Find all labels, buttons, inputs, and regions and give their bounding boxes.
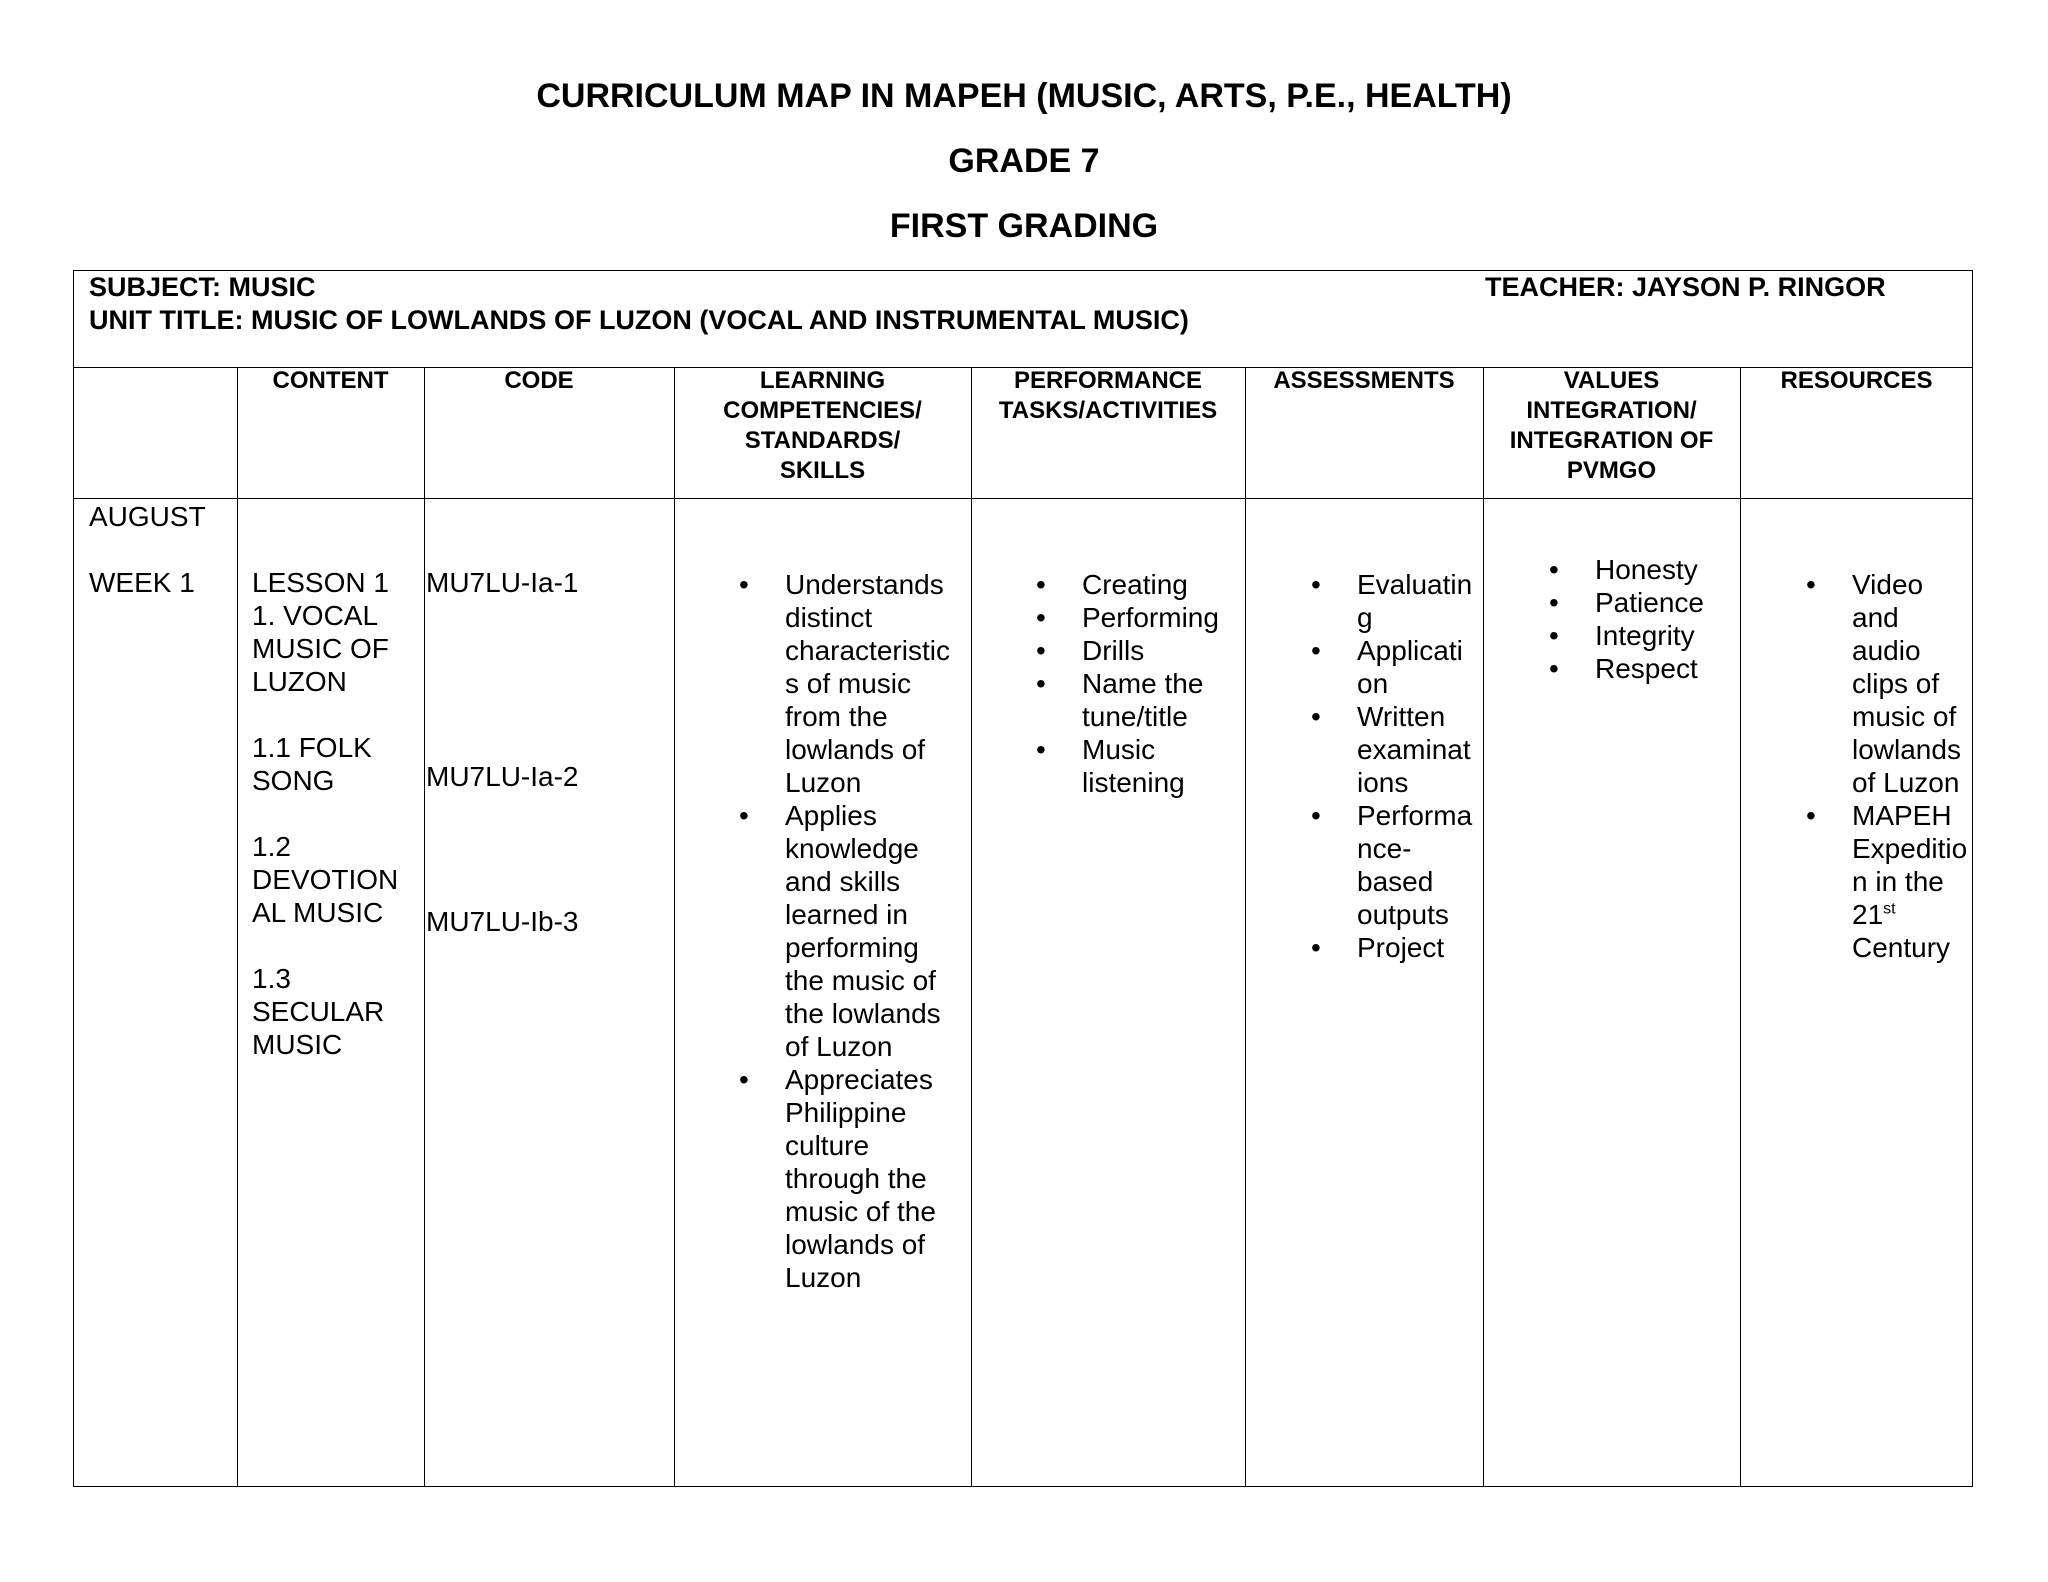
resources-list bbox=[1852, 568, 1967, 964]
list-item: • Project bbox=[1357, 931, 1472, 964]
lesson-label: LESSON 1 bbox=[252, 567, 389, 598]
column-header-line: TASKS/ACTIVITIES bbox=[998, 397, 1218, 424]
grading-heading: FIRST GRADING bbox=[889, 207, 1159, 245]
column-header-divider bbox=[73, 498, 1973, 499]
list-item: • Drills bbox=[1082, 634, 1219, 667]
grade-heading: GRADE 7 bbox=[948, 142, 1100, 180]
list-item: • Appreciates Philippine culture through the music of the lowlands of Luzon bbox=[785, 1063, 950, 1294]
column-divider bbox=[674, 367, 675, 1487]
column-header-resources: RESOURCES bbox=[1780, 367, 1933, 394]
column-header-values bbox=[1483, 366, 1740, 486]
performance-list bbox=[1082, 568, 1219, 799]
column-header-line: INTEGRATION OF bbox=[1509, 427, 1714, 454]
list-item: • Written examinat ions bbox=[1357, 700, 1472, 799]
list-item: • Respect bbox=[1595, 652, 1704, 685]
column-header-code: CODE bbox=[504, 367, 574, 394]
column-divider bbox=[237, 367, 238, 1487]
topic-line: 1.2 bbox=[252, 831, 291, 862]
column-header-line: INTEGRATION/ bbox=[1526, 397, 1697, 424]
list-item: • Honesty bbox=[1595, 553, 1704, 586]
page-title: CURRICULUM MAP IN MAPEH (MUSIC, ARTS, P.E., HEALTH) bbox=[536, 77, 1512, 115]
unit-title-label: UNIT TITLE: MUSIC OF LOWLANDS OF LUZON (VOCAL AND INSTRUMENTAL MUSIC) bbox=[89, 305, 1189, 335]
column-divider bbox=[971, 367, 972, 1487]
code-text: MU7LU-Ib-3 bbox=[426, 906, 579, 937]
topic-line: AL MUSIC bbox=[252, 897, 384, 928]
week-label: WEEK 1 bbox=[89, 567, 195, 598]
code-text: MU7LU-Ia-1 bbox=[426, 567, 579, 598]
column-header-performance bbox=[971, 366, 1245, 426]
column-header-assessments: ASSESSMENTS bbox=[1273, 367, 1455, 394]
list-item: • Performing bbox=[1082, 601, 1219, 634]
column-header-line: PERFORMANCE bbox=[1013, 367, 1202, 394]
topic-line: 1.1 FOLK bbox=[252, 732, 372, 763]
column-divider bbox=[424, 367, 425, 1487]
topic-line: SONG bbox=[252, 765, 335, 796]
values-list bbox=[1595, 553, 1704, 685]
topic-line: LUZON bbox=[252, 666, 347, 697]
list-item: • Performa nce- based outputs bbox=[1357, 799, 1472, 931]
month-label: AUGUST bbox=[89, 501, 206, 532]
list-item: • Integrity bbox=[1595, 619, 1704, 652]
topic-line: MUSIC bbox=[252, 1029, 343, 1060]
teacher-label: TEACHER: JAYSON P. RINGOR bbox=[1485, 272, 1886, 302]
topic-line: 1. VOCAL bbox=[252, 600, 379, 631]
list-item: • Video and audio clips of music of lowlands of Luzon bbox=[1852, 568, 1967, 799]
column-header-line: VALUES bbox=[1563, 367, 1660, 394]
topic-line: 1.3 bbox=[252, 963, 291, 994]
list-item: • Applies knowledge and skills learned in performing the music of the lowlands of Luzon bbox=[785, 799, 950, 1063]
list-item: • Patience bbox=[1595, 586, 1704, 619]
competencies-list bbox=[785, 568, 950, 1294]
column-header-line: COMPETENCIES/ bbox=[723, 397, 922, 424]
content-cell bbox=[252, 566, 398, 1061]
list-item: • Name the tune/title bbox=[1082, 667, 1219, 733]
column-header-line: SKILLS bbox=[779, 457, 866, 484]
assessments-list bbox=[1357, 568, 1472, 964]
list-item: • Creating bbox=[1082, 568, 1219, 601]
column-header-content: CONTENT bbox=[272, 367, 389, 394]
column-divider bbox=[1740, 367, 1741, 1487]
topic-line: DEVOTION bbox=[252, 864, 399, 895]
list-item: • MAPEH Expeditio n in the 21st Century bbox=[1852, 799, 1967, 964]
list-item: • Music listening bbox=[1082, 733, 1219, 799]
list-item: • Evaluatin g bbox=[1357, 568, 1472, 634]
column-divider bbox=[1483, 367, 1484, 1487]
list-item: • Understands distinct characteristic s of music from the lowlands of Luzon bbox=[785, 568, 950, 799]
column-header-competencies bbox=[674, 366, 971, 486]
column-header-line: LEARNING bbox=[759, 367, 886, 394]
column-header-line: STANDARDS/ bbox=[744, 427, 901, 454]
column-header-line: PVMGO bbox=[1566, 457, 1657, 484]
subject-label: SUBJECT: MUSIC bbox=[89, 272, 316, 302]
topic-line: MUSIC OF bbox=[252, 633, 389, 664]
code-text: MU7LU-Ia-2 bbox=[426, 761, 579, 792]
list-item: • Applicati on bbox=[1357, 634, 1472, 700]
topic-line: SECULAR bbox=[252, 996, 385, 1027]
column-divider bbox=[1245, 367, 1246, 1487]
